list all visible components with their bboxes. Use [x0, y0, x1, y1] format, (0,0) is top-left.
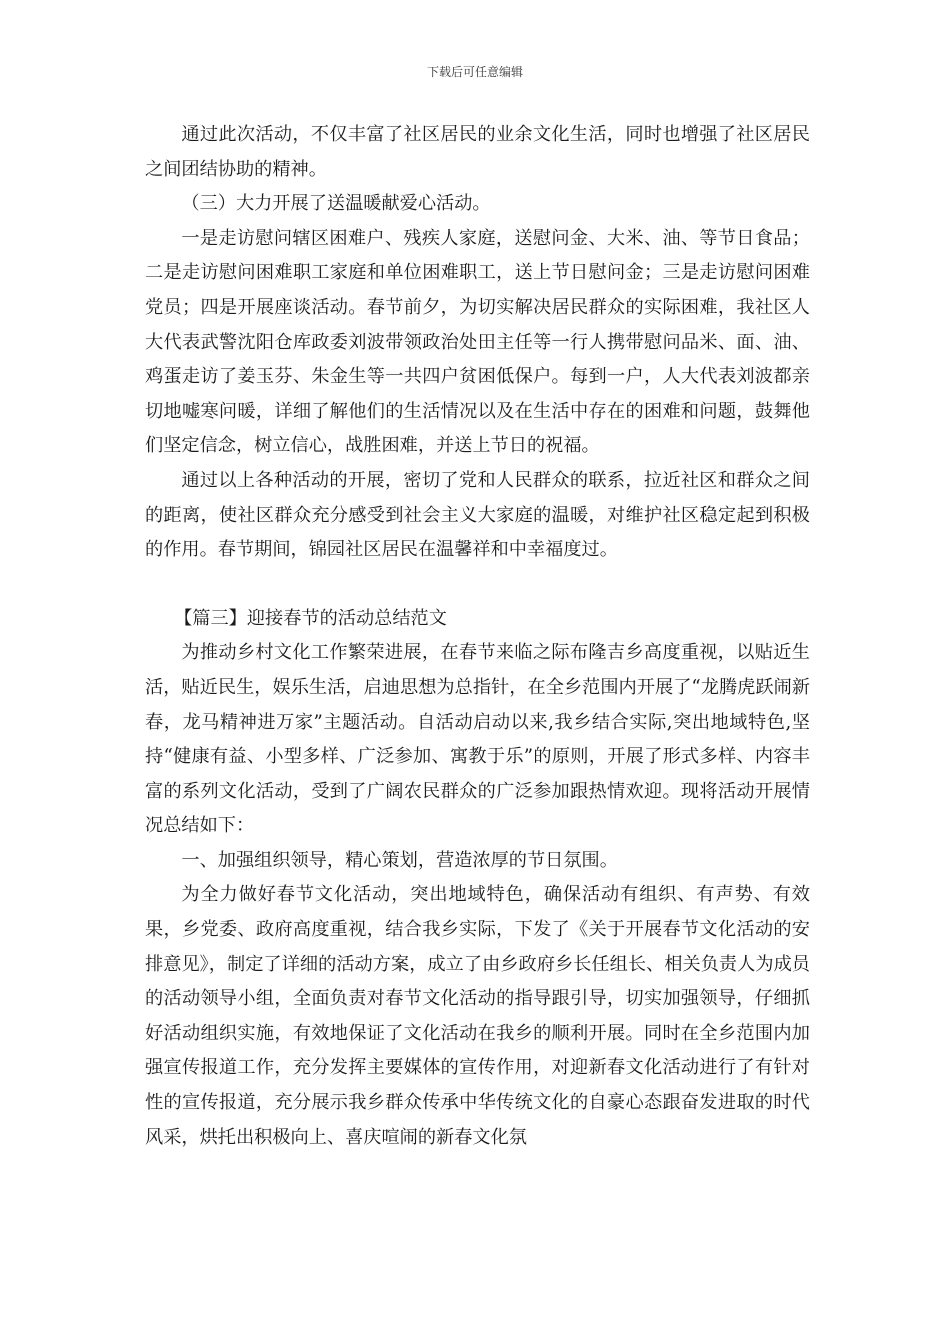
paragraph-activity-summary: 通过此次活动，不仅丰富了社区居民的业余文化生活，同时也增强了社区居民之间团结协助的精神。 — [145, 124, 810, 180]
article-title: 【篇三】迎接春节的活动总结范文 — [174, 607, 447, 629]
page-header: 下载后可任意编辑 — [426, 65, 523, 79]
section-heading-warmth-activities: （三）大力开展了送温暖献爱心活动。 — [181, 193, 491, 215]
paragraph-introduction: 为推动乡村文化工作繁荣进展，在春节来临之际布隆吉乡高度重视，以贴近生活，贴近民生，娱乐生活，启迪思想为总指针，在全乡范围内开展了“龙腾虎跃闹新春，龙马精神进万家”主题活动。自活动启动以来,我乡结合实际,突出地域特色,坚持“健康有益、小型多样、广泛参加、寓教于乐”的原则，开展了形式多样、内容丰富的系列文化活动，受到了广阔农民群众的广泛参加跟热情欢迎。现将活动开展情况总结如下： — [145, 642, 810, 837]
section-spacer — [145, 568, 810, 602]
paragraph-visits: 一是走访慰问辖区困难户、残疾人家庭，送慰问金、大米、油、等节日食品；二是走访慰问困难职工家庭和单位困难职工，送上节日慰问金；三是走访慰问困难党员；四是开展座谈活动。春节前夕，为切实解决居民群众的实际困难，我社区人大代表武警沈阳仓库政委刘波带领政治处田主任等一行人携带慰问品米、面、油、鸡蛋走访了姜玉芬、朱金生等一共四户贫困低保户。每到一户，人大代表刘波都亲切地嘘寒问暖，详细了解他们的生活情况以及在生活中存在的困难和问题，鼓舞他们坚定信念，树立信心，战胜困难，并送上节日的祝福。 — [145, 227, 810, 457]
section-heading-organization: 一、加强组织领导，精心策划，营造浓厚的节日氛围。 — [181, 849, 618, 871]
paragraph-organization: 为全力做好春节文化活动，突出地域特色，确保活动有组织、有声势、有效果，乡党委、政府高度重视，结合我乡实际，下发了《关于开展春节文化活动的安排意见》，制定了详细的活动方案，成立了由乡政府乡长任组长、相关负责人为成员的活动领导小组，全面负责对春节文化活动的指导跟引导，切实加强领导，仔细抓好活动组织实施，有效地保证了文化活动在我乡的顺利开展。同时在全乡范围内加强宣传报道工作，充分发挥主要媒体的宣传作用，对迎新春文化活动进行了有针对性的宣传报道，充分展示我乡群众传承中华传统文化的自豪心态跟奋发进取的时代风采，烘托出积极向上、喜庆喧闹的新春文化氛 — [145, 884, 810, 1148]
document-body — [145, 118, 810, 1155]
paragraph-conclusion: 通过以上各种活动的开展，密切了党和人民群众的联系，拉近社区和群众之间的距离，使社区群众充分感受到社会主义大家庭的温暖，对维护社区稳定起到积极的作用。春节期间，锦园社区居民在温馨祥和中幸福度过。 — [145, 469, 810, 561]
